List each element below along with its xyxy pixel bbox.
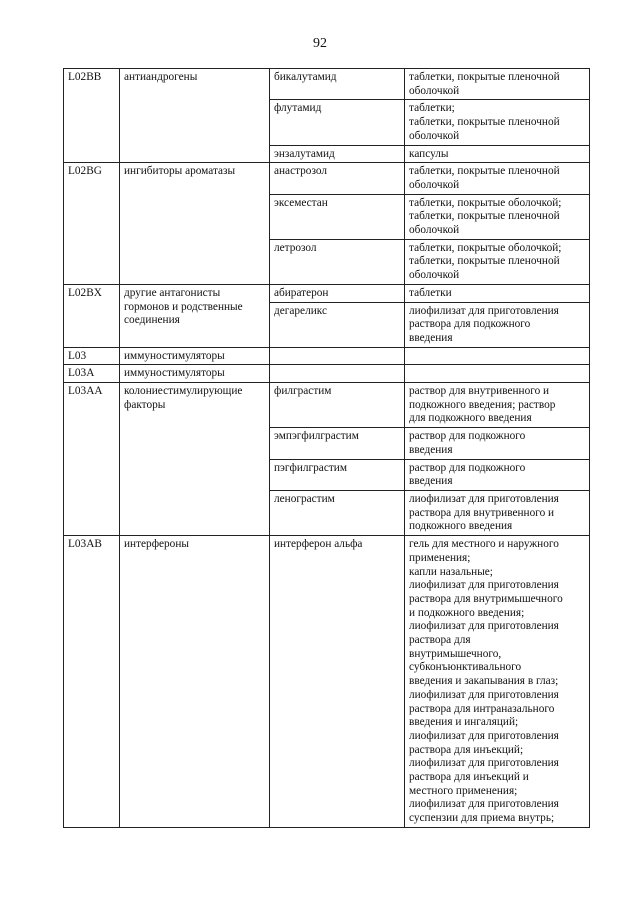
group-name-cell: колониестимулирующие факторы	[120, 383, 270, 536]
dosage-form-line: гель для местного и наружного	[409, 538, 559, 551]
group-name-cell: иммуностимуляторы	[120, 347, 270, 365]
dosage-form-cell	[405, 239, 590, 284]
dosage-form-line: таблетки, покрытые оболочкой;	[409, 241, 562, 254]
dosage-form-cell	[405, 145, 590, 163]
atc-code-cell: L03AB	[64, 536, 120, 828]
dosage-form-line: применения;	[409, 551, 471, 564]
dosage-form-line: лиофилизат для приготовления	[409, 492, 559, 505]
dosage-form-cell	[405, 459, 590, 490]
dosage-form-line: лиофилизат для приготовления	[409, 304, 559, 317]
dosage-form-cell	[405, 284, 590, 302]
drug-name-cell: интерферон альфа	[270, 536, 405, 828]
dosage-form-line: капсулы	[409, 147, 449, 160]
dosage-form-cell	[405, 383, 590, 428]
dosage-form-line: лиофилизат для приготовления	[409, 688, 559, 701]
drug-name-cell: филграстим	[270, 383, 405, 428]
dosage-form-line: введения	[409, 443, 453, 456]
dosage-form-line: раствора для интраназального	[409, 702, 555, 715]
dosage-form-line: раствора для внутривенного и	[409, 506, 555, 519]
drug-name-cell: эмпэгфилграстим	[270, 428, 405, 459]
group-name-cell: иммуностимуляторы	[120, 365, 270, 383]
dosage-form-line: таблетки	[409, 286, 452, 299]
drug-name-cell: анастрозол	[270, 163, 405, 194]
table-row	[64, 383, 590, 428]
group-name-cell: интерфероны	[120, 536, 270, 828]
dosage-form-line: введения и закапывания в глаз;	[409, 675, 559, 688]
dosage-form-line: раствора для инъекций и	[409, 771, 529, 784]
dosage-form-line: раствора для	[409, 634, 471, 647]
dosage-form-cell	[405, 365, 590, 383]
dosage-form-line: оболочкой	[409, 84, 460, 97]
dosage-form-line: субконъюнктивального	[409, 661, 522, 674]
dosage-form-line: подкожного введения; раствор	[409, 398, 556, 411]
drug-name-cell: флутамид	[270, 100, 405, 145]
dosage-form-line: введения и ингаляций;	[409, 716, 519, 729]
dosage-form-line: таблетки;	[409, 102, 455, 115]
dosage-form-line: суспензии для приема внутрь;	[409, 812, 555, 825]
dosage-form-line: введения	[409, 475, 453, 488]
dosage-form-line: оболочкой	[409, 129, 460, 142]
atc-code-cell: L02BX	[64, 284, 120, 347]
table-row	[64, 347, 590, 365]
dosage-form-line: раствора для подкожного	[409, 318, 531, 331]
dosage-form-line: таблетки, покрытые пленочной	[409, 255, 560, 268]
dosage-form-cell	[405, 163, 590, 194]
dosage-form-line: раствор для подкожного	[409, 461, 526, 474]
dosage-form-line: таблетки, покрытые пленочной	[409, 210, 560, 223]
page-number: 92	[313, 36, 327, 51]
table-row	[64, 69, 590, 100]
dosage-form-cell	[405, 347, 590, 365]
dosage-form-cell	[405, 302, 590, 347]
drug-name-cell: ленограстим	[270, 490, 405, 535]
table-row	[64, 536, 590, 828]
dosage-form-line: оболочкой	[409, 224, 460, 237]
dosage-form-cell	[405, 536, 590, 828]
drug-name-cell: дегареликс	[270, 302, 405, 347]
dosage-form-line: внутримышечного,	[409, 647, 502, 660]
dosage-form-line: таблетки, покрытые оболочкой;	[409, 196, 562, 209]
dosage-form-line: оболочкой	[409, 178, 460, 191]
dosage-form-line: введения	[409, 331, 453, 344]
table-row	[64, 365, 590, 383]
dosage-form-line: лиофилизат для приготовления	[409, 798, 559, 811]
drug-name-cell	[270, 347, 405, 365]
dosage-form-line: подкожного введения	[409, 520, 513, 533]
dosage-form-line: таблетки, покрытые пленочной	[409, 71, 560, 83]
drug-name-cell: энзалутамид	[270, 145, 405, 163]
dosage-form-line: раствора для инъекций;	[409, 743, 524, 756]
drug-name-cell: абиратерон	[270, 284, 405, 302]
dosage-form-line: оболочкой	[409, 269, 460, 282]
dosage-form-line: и подкожного введения;	[409, 606, 525, 619]
drug-name-cell: эксеместан	[270, 194, 405, 239]
dosage-form-line: местного применения;	[409, 784, 518, 797]
group-name-cell: антиандрогены	[120, 69, 270, 163]
dosage-form-line: лиофилизат для приготовления	[409, 579, 559, 592]
dosage-form-cell	[405, 490, 590, 535]
dosage-form-line: раствор для внутривенного и	[409, 385, 550, 398]
group-name-cell: другие антагонисты гормонов и родственные соединения	[120, 284, 270, 347]
dosage-form-cell	[405, 194, 590, 239]
group-name-cell: ингибиторы ароматазы	[120, 163, 270, 285]
drug-name-cell	[270, 365, 405, 383]
dosage-form-line: раствора для внутримышечного	[409, 592, 563, 605]
atc-code-cell: L03AA	[64, 383, 120, 536]
dosage-form-line: лиофилизат для приготовления	[409, 729, 559, 742]
drug-table	[63, 68, 590, 828]
dosage-form-line: для подкожного введения	[409, 412, 532, 425]
drug-name-cell: летрозол	[270, 239, 405, 284]
drug-name-cell: пэгфилграстим	[270, 459, 405, 490]
dosage-form-line: раствор для подкожного	[409, 430, 526, 443]
dosage-form-line: таблетки, покрытые пленочной	[409, 116, 560, 129]
dosage-form-line: лиофилизат для приготовления	[409, 620, 559, 633]
table-row	[64, 284, 590, 302]
dosage-form-cell	[405, 428, 590, 459]
atc-code-cell: L03A	[64, 365, 120, 383]
atc-code-cell: L02BB	[64, 69, 120, 163]
dosage-form-line: таблетки, покрытые пленочной	[409, 165, 560, 178]
dosage-form-cell	[405, 100, 590, 145]
atc-code-cell: L02BG	[64, 163, 120, 285]
table-row	[64, 163, 590, 194]
dosage-form-line: лиофилизат для приготовления	[409, 757, 559, 770]
dosage-form-cell	[405, 69, 590, 100]
dosage-form-line: капли назальные;	[409, 565, 493, 578]
atc-code-cell: L03	[64, 347, 120, 365]
drug-name-cell: бикалутамид	[270, 69, 405, 100]
